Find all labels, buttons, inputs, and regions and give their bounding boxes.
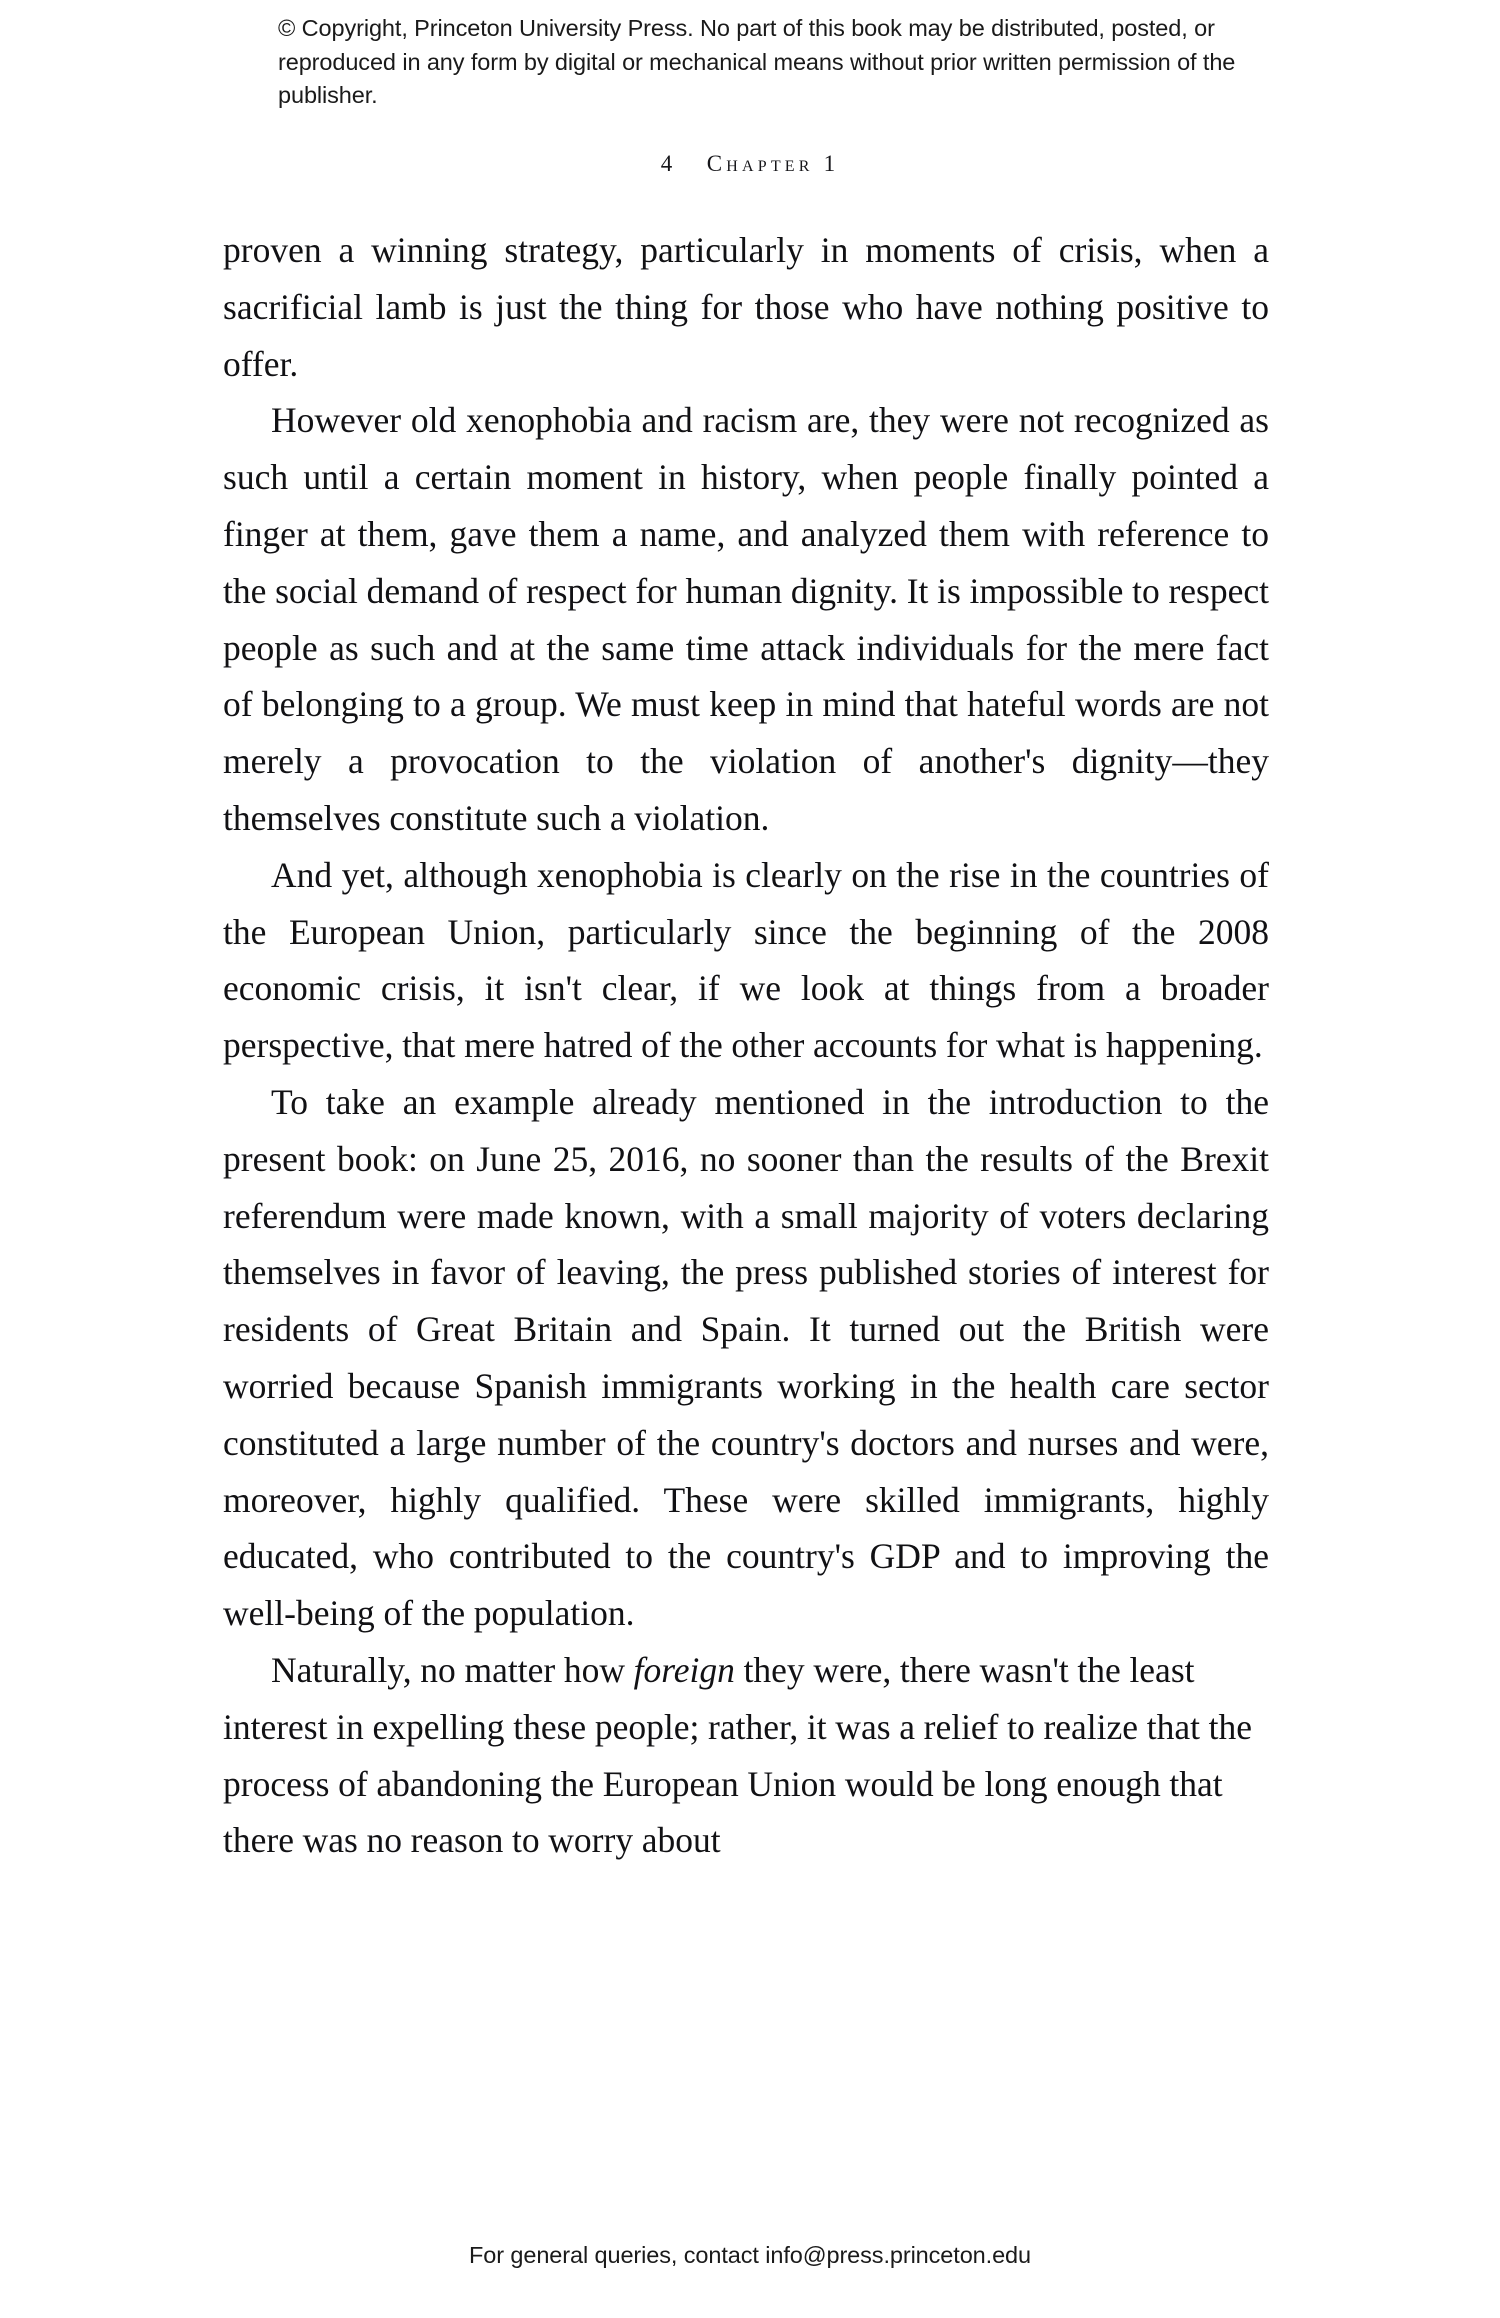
body-paragraph: However old xenophobia and racism are, they were not recognized as such until a certain moment in history, when people finally pointed a finger at them, gave them a name, and analyzed them with reference to the social demand of respect for human dignity. It is impossible to respect people as such and at the same time attack individuals for the mere fact of belonging to a group. We must keep in mind that hateful words are not merely a provocation to the violation of another's dignity—they themselves constitute such a violation. [223, 400, 1269, 838]
body-paragraph: proven a winning strategy, particularly in moments of crisis, when a sacrificial lamb is just the thing for those who have nothing positive to offer. [223, 230, 1269, 384]
footer-queries-line: For general queries, contact info@press.princeton.edu [469, 2242, 1031, 2268]
emphasized-text: foreign [633, 1649, 735, 1690]
running-head-chapter-title: Chapter 1 [706, 151, 840, 176]
page-folio-number: 4 [660, 151, 673, 176]
running-head [0, 151, 1500, 177]
body-paragraph: To take an example already mentioned in the introduction to the present book: on June 25, 2016, no sooner than the results of the Brexit referendum were made known, with a small majority of voters declaring themselves in favor of leaving, the press published stories of interest for residents of Great Britain and Spain. It turned out the British were worried because Spanish immigrants working in the health care sector constituted a large number of the country's doctors and nurses and were, moreover, highly qualified. These were skilled immigrants, highly educated, who contributed to the country's GDP and to improving the well-being of the population. [223, 1081, 1269, 1634]
body-paragraph: Naturally, no matter how foreign they were, there wasn't the least interest in expelling these people; rather, it was a relief to realize that the process of abandoning the European Union would be long enough that there was no reason to worry about [223, 1649, 1252, 1861]
body-text-column [223, 222, 1269, 1869]
copyright-notice: © Copyright, Princeton University Press. No part of this book may be distributed, posted, or reproduced in any form by digital or mechanical means without prior written permission of the publisher. [278, 15, 1236, 108]
body-paragraph: And yet, although xenophobia is clearly on the rise in the countries of the European Union, particularly since the beginning of the 2008 economic crisis, it isn't clear, if we look at things from a broader perspective, that mere hatred of the other accounts for what is happening. [223, 854, 1269, 1066]
